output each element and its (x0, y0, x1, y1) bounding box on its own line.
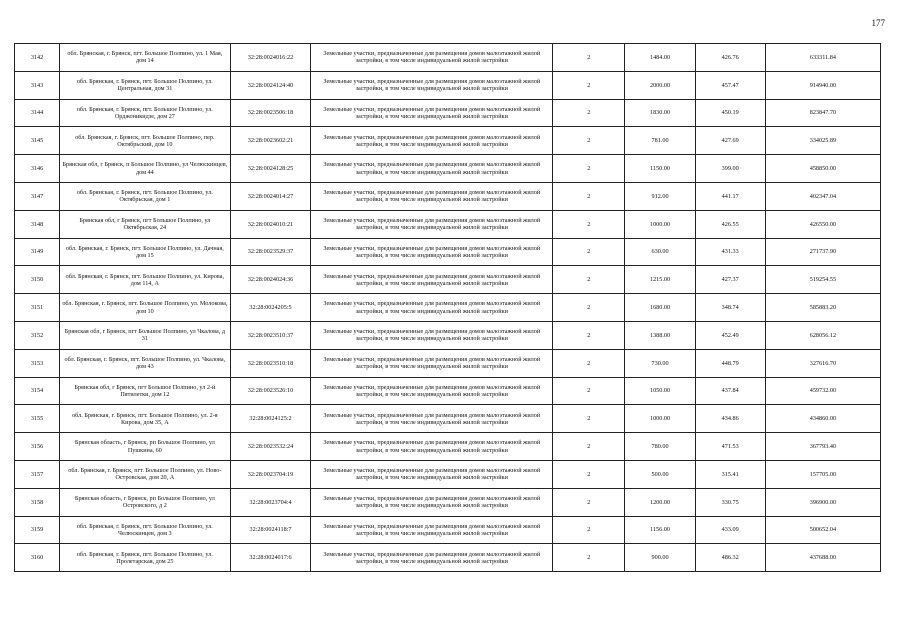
table-row (15, 321, 881, 349)
cadastral-number-cell: 32:28:0024205:5 (230, 294, 311, 322)
group-cell: 2 (553, 321, 625, 349)
cadastral-value-cell: 367793.40 (765, 433, 880, 461)
unit-value-cell: 348.74 (695, 294, 765, 322)
group-cell: 2 (553, 71, 625, 99)
row-number-cell: 3151 (15, 294, 60, 322)
cadastral-value-cell: 434860.00 (765, 405, 880, 433)
cadastral-value-cell: 157705.00 (765, 460, 880, 488)
group-cell: 2 (553, 516, 625, 544)
row-number-cell: 3150 (15, 266, 60, 294)
group-cell: 2 (553, 155, 625, 183)
row-number-cell: 3146 (15, 155, 60, 183)
unit-value-cell: 426.55 (695, 210, 765, 238)
address-cell: обл. Брянская, г. Брянск, пгт. Большое Полпино, ул. Молокова, дом 10 (60, 294, 231, 322)
group-cell: 2 (553, 266, 625, 294)
group-cell: 2 (553, 433, 625, 461)
cadastral-number-cell: 32:28:0023704:19 (230, 460, 311, 488)
page-number: 177 (871, 18, 885, 28)
row-number-cell: 3142 (15, 44, 60, 72)
table-row (15, 405, 881, 433)
area-cell: 1388.00 (625, 321, 695, 349)
land-use-cell: Земельные участки, предназначенные для размещения домов малоэтажной жилой застройки, в том числе индивидуальной жилой застройки (311, 44, 553, 72)
cadastral-value-cell: 402347.04 (765, 182, 880, 210)
group-cell: 2 (553, 238, 625, 266)
address-cell: обл. Брянская, г. Брянск, пгт. Большое Полпино, ул. Кирова, дом 114, А (60, 266, 231, 294)
cadastral-number-cell: 32:28:0024014:27 (230, 182, 311, 210)
land-use-cell: Земельные участки, предназначенные для размещения домов малоэтажной жилой застройки, в том числе индивидуальной жилой застройки (311, 377, 553, 405)
table-row (15, 182, 881, 210)
row-number-cell: 3158 (15, 488, 60, 516)
cadastral-number-cell: 32:28:0023704:4 (230, 488, 311, 516)
unit-value-cell: 426.76 (695, 44, 765, 72)
unit-value-cell: 452.49 (695, 321, 765, 349)
table-row (15, 155, 881, 183)
unit-value-cell: 437.84 (695, 377, 765, 405)
table-row (15, 71, 881, 99)
table-row (15, 127, 881, 155)
row-number-cell: 3143 (15, 71, 60, 99)
table-row (15, 266, 881, 294)
cadastral-value-cell: 628056.12 (765, 321, 880, 349)
row-number-cell: 3155 (15, 405, 60, 433)
row-number-cell: 3152 (15, 321, 60, 349)
group-cell: 2 (553, 544, 625, 572)
area-cell: 1680.00 (625, 294, 695, 322)
unit-value-cell: 486.32 (695, 544, 765, 572)
table-row (15, 44, 881, 72)
address-cell: обл. Брянская, г. Брянск, пгт. Большое Полпино, ул. Челюскинцев, дом 3 (60, 516, 231, 544)
cadastral-value-cell: 327616.70 (765, 349, 880, 377)
unit-value-cell: 427.37 (695, 266, 765, 294)
area-cell: 500.00 (625, 460, 695, 488)
land-use-cell: Земельные участки, предназначенные для размещения домов малоэтажной жилой застройки, в том числе индивидуальной жилой застройки (311, 349, 553, 377)
land-use-cell: Земельные участки, предназначенные для размещения домов малоэтажной жилой застройки, в том числе индивидуальной жилой застройки (311, 71, 553, 99)
unit-value-cell: 471.53 (695, 433, 765, 461)
cadastral-number-cell: 32:28:0023529:37 (230, 238, 311, 266)
area-cell: 2000.00 (625, 71, 695, 99)
land-use-cell: Земельные участки, предназначенные для размещения домов малоэтажной жилой застройки, в том числе индивидуальной жилой застройки (311, 488, 553, 516)
table-row (15, 433, 881, 461)
row-number-cell: 3145 (15, 127, 60, 155)
address-cell: обл. Брянская, г. Брянск, пгт. Большое Полпино, ул. Пролетарская, дом 25 (60, 544, 231, 572)
row-number-cell: 3154 (15, 377, 60, 405)
area-cell: 1830.00 (625, 99, 695, 127)
address-cell: Брянская обл, г Брянск, п Большое Полпино, ул Челюскинцев, дом 44 (60, 155, 231, 183)
cadastral-value-cell: 396900.00 (765, 488, 880, 516)
area-cell: 912.00 (625, 182, 695, 210)
land-use-cell: Земельные участки, предназначенные для размещения домов малоэтажной жилой застройки, в том числе индивидуальной жилой застройки (311, 405, 553, 433)
group-cell: 2 (553, 182, 625, 210)
land-use-cell: Земельные участки, предназначенные для размещения домов малоэтажной жилой застройки, в том числе индивидуальной жилой застройки (311, 182, 553, 210)
address-cell: обл. Брянская, г. Брянск, пгт. Большое Полпино, ул. Чкалова, дом 43 (60, 349, 231, 377)
cadastral-number-cell: 32:28:0024118:7 (230, 516, 311, 544)
table-row (15, 460, 881, 488)
cadastral-value-cell: 459732.00 (765, 377, 880, 405)
group-cell: 2 (553, 488, 625, 516)
row-number-cell: 3156 (15, 433, 60, 461)
row-number-cell: 3153 (15, 349, 60, 377)
cadastral-value-cell: 519254.55 (765, 266, 880, 294)
land-use-cell: Земельные участки, предназначенные для размещения домов малоэтажной жилой застройки, в том числе индивидуальной жилой застройки (311, 516, 553, 544)
address-cell: обл. Брянская, г. Брянск, пгт. Большое Полпино, ул. Ново-Островская, дом 20, А (60, 460, 231, 488)
area-cell: 1150.00 (625, 155, 695, 183)
address-cell: обл. Брянская, г. Брянск, пгт. Большое Полпино, ул. Октябрьская, дом 1 (60, 182, 231, 210)
land-use-cell: Земельные участки, предназначенные для размещения домов малоэтажной жилой застройки, в том числе индивидуальной жилой застройки (311, 460, 553, 488)
table-row (15, 544, 881, 572)
address-cell: обл. Брянская, г. Брянск, пгт. Большое Полпино, ул. 1 Мая, дом 14 (60, 44, 231, 72)
unit-value-cell: 427.69 (695, 127, 765, 155)
land-use-cell: Земельные участки, предназначенные для размещения домов малоэтажной жилой застройки, в том числе индивидуальной жилой застройки (311, 210, 553, 238)
row-number-cell: 3144 (15, 99, 60, 127)
cadastral-value-cell: 334025.89 (765, 127, 880, 155)
area-cell: 780.00 (625, 433, 695, 461)
area-cell: 1000.00 (625, 405, 695, 433)
address-cell: Брянская обл, г Брянск, пгт Большое Полпино, ул Октябрьская, 24 (60, 210, 231, 238)
group-cell: 2 (553, 99, 625, 127)
cadastral-number-cell: 32:28:0023510:37 (230, 321, 311, 349)
land-use-cell: Земельные участки, предназначенные для размещения домов малоэтажной жилой застройки, в том числе индивидуальной жилой застройки (311, 544, 553, 572)
unit-value-cell: 431.33 (695, 238, 765, 266)
unit-value-cell: 330.75 (695, 488, 765, 516)
land-use-cell: Земельные участки, предназначенные для размещения домов малоэтажной жилой застройки, в том числе индивидуальной жилой застройки (311, 99, 553, 127)
cadastral-value-cell: 426550.00 (765, 210, 880, 238)
cadastral-value-cell: 823847.70 (765, 99, 880, 127)
row-number-cell: 3149 (15, 238, 60, 266)
land-use-cell: Земельные участки, предназначенные для размещения домов малоэтажной жилой застройки, в том числе индивидуальной жилой застройки (311, 321, 553, 349)
address-cell: обл. Брянская, г. Брянск, пгт. Большое Полпино, ул. Дачная, дом 15 (60, 238, 231, 266)
row-number-cell: 3160 (15, 544, 60, 572)
land-use-cell: Земельные участки, предназначенные для размещения домов малоэтажной жилой застройки, в том числе индивидуальной жилой застройки (311, 433, 553, 461)
cadastral-number-cell: 32:28:0024125:2 (230, 405, 311, 433)
cadastral-number-cell: 32:28:0024016:22 (230, 44, 311, 72)
area-cell: 781.00 (625, 127, 695, 155)
table-row (15, 488, 881, 516)
cadastral-number-cell: 32:28:0023526:10 (230, 377, 311, 405)
cadastral-number-cell: 32:28:0024017:6 (230, 544, 311, 572)
group-cell: 2 (553, 349, 625, 377)
cadastral-number-cell: 32:28:0023506:18 (230, 99, 311, 127)
unit-value-cell: 448.79 (695, 349, 765, 377)
cadastral-value-cell: 585883.20 (765, 294, 880, 322)
unit-value-cell: 450.19 (695, 99, 765, 127)
row-number-cell: 3147 (15, 182, 60, 210)
land-use-cell: Земельные участки, предназначенные для размещения домов малоэтажной жилой застройки, в том числе индивидуальной жилой застройки (311, 294, 553, 322)
area-cell: 1200.00 (625, 488, 695, 516)
cadastral-number-cell: 32:28:0024010:21 (230, 210, 311, 238)
group-cell: 2 (553, 460, 625, 488)
area-cell: 1050.00 (625, 377, 695, 405)
cadastral-number-cell: 32:28:0023510:18 (230, 349, 311, 377)
cadastral-value-cell: 437688.00 (765, 544, 880, 572)
address-cell: Брянская область, г Брянск, рп Большое Полпино, ул Островского, д 2 (60, 488, 231, 516)
cadastral-value-cell: 500652.04 (765, 516, 880, 544)
unit-value-cell: 457.47 (695, 71, 765, 99)
group-cell: 2 (553, 294, 625, 322)
table-row (15, 516, 881, 544)
cadastral-value-cell: 633311.84 (765, 44, 880, 72)
unit-value-cell: 433.09 (695, 516, 765, 544)
group-cell: 2 (553, 210, 625, 238)
address-cell: Брянская область, г Брянск, рп Большое Полпино, ул Пушкина, 60 (60, 433, 231, 461)
land-use-cell: Земельные участки, предназначенные для размещения домов малоэтажной жилой застройки, в том числе индивидуальной жилой застройки (311, 127, 553, 155)
cadastral-value-cell: 458850.00 (765, 155, 880, 183)
cadastral-number-cell: 32:28:0024128:25 (230, 155, 311, 183)
unit-value-cell: 441.17 (695, 182, 765, 210)
cadastral-value-cell: 271737.90 (765, 238, 880, 266)
group-cell: 2 (553, 127, 625, 155)
land-use-cell: Земельные участки, предназначенные для размещения домов малоэтажной жилой застройки, в том числе индивидуальной жилой застройки (311, 155, 553, 183)
address-cell: Брянская обл, г Брянск, пгт Большое Полпино, ул 2-й Пятилетки, дом 12 (60, 377, 231, 405)
area-cell: 1156.00 (625, 516, 695, 544)
cadastral-number-cell: 32:28:0024124:40 (230, 71, 311, 99)
unit-value-cell: 434.86 (695, 405, 765, 433)
table-row (15, 377, 881, 405)
table-row (15, 349, 881, 377)
address-cell: обл. Брянская, г. Брянск, пгт. Большое Полпино, ул. Орджоникидзе, дом 27 (60, 99, 231, 127)
address-cell: обл. Брянская, г. Брянск, пгт. Большое Полпино, ул. 2-я Кирова, дом 35, А (60, 405, 231, 433)
land-use-cell: Земельные участки, предназначенные для размещения домов малоэтажной жилой застройки, в том числе индивидуальной жилой застройки (311, 266, 553, 294)
cadastral-number-cell: 32:28:0023532:24 (230, 433, 311, 461)
cadastral-value-cell: 914940.00 (765, 71, 880, 99)
area-cell: 1000.00 (625, 210, 695, 238)
area-cell: 1215.00 (625, 266, 695, 294)
address-cell: Брянская обл, г Брянск, пгт Большое Полпино, ул Чкалова, д 31 (60, 321, 231, 349)
address-cell: обл. Брянская, г. Брянск, пгт. Большое Полпино, ул. Центральная, дом 31 (60, 71, 231, 99)
cadastral-number-cell: 32:28:0023602:21 (230, 127, 311, 155)
table-row (15, 294, 881, 322)
area-cell: 630.00 (625, 238, 695, 266)
cadastral-number-cell: 32:28:0024024:36 (230, 266, 311, 294)
address-cell: обл. Брянская, г. Брянск, пгт. Большое Полпино, пер. Октябрьский, дом 10 (60, 127, 231, 155)
unit-value-cell: 399.00 (695, 155, 765, 183)
area-cell: 730.00 (625, 349, 695, 377)
table-row (15, 238, 881, 266)
row-number-cell: 3148 (15, 210, 60, 238)
area-cell: 1484.00 (625, 44, 695, 72)
row-number-cell: 3157 (15, 460, 60, 488)
cadastral-value-table (14, 43, 881, 572)
group-cell: 2 (553, 405, 625, 433)
row-number-cell: 3159 (15, 516, 60, 544)
table-row (15, 99, 881, 127)
group-cell: 2 (553, 44, 625, 72)
area-cell: 900.00 (625, 544, 695, 572)
land-use-cell: Земельные участки, предназначенные для размещения домов малоэтажной жилой застройки, в том числе индивидуальной жилой застройки (311, 238, 553, 266)
group-cell: 2 (553, 377, 625, 405)
unit-value-cell: 315.41 (695, 460, 765, 488)
table-row (15, 210, 881, 238)
